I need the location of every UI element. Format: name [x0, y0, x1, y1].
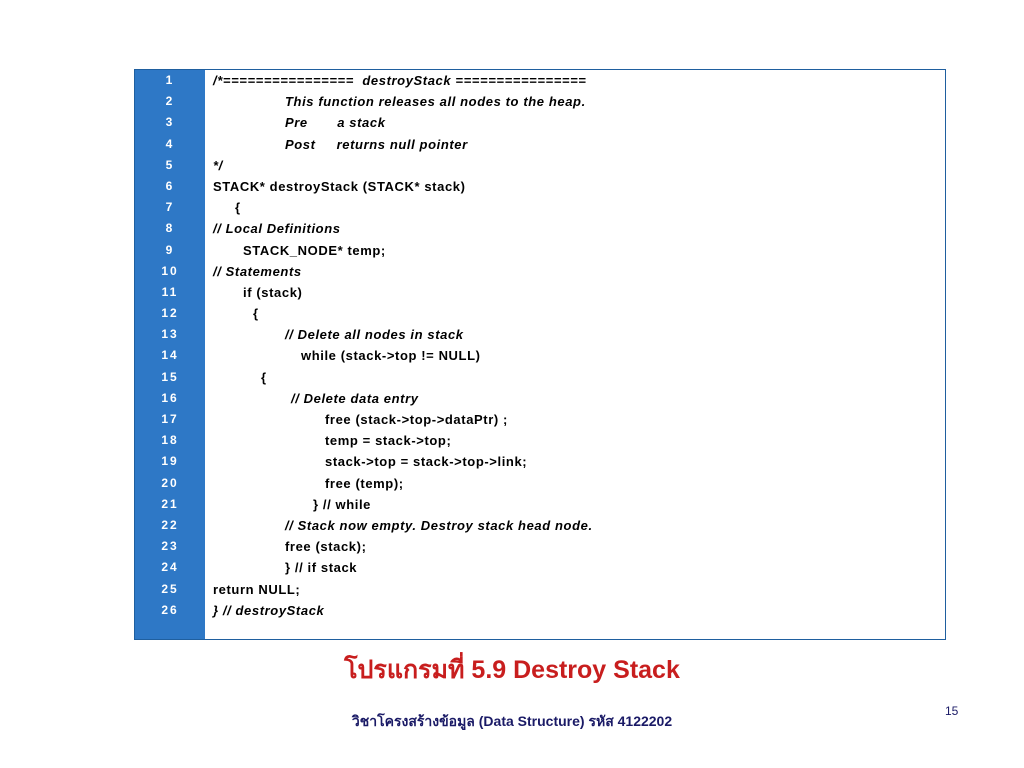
code-line: [135, 536, 945, 557]
code-line: [135, 70, 945, 91]
line-number: 17: [161, 412, 179, 426]
line-number: 9: [165, 242, 175, 257]
line-number: 20: [161, 475, 179, 490]
code-line: [135, 367, 945, 388]
code-text: {: [253, 306, 259, 322]
code-text: // Statements: [213, 263, 302, 279]
code-line: [135, 579, 945, 600]
code-text: // Delete data entry: [291, 390, 419, 406]
code-text: free (stack->top->dataPtr) ;: [325, 412, 508, 427]
line-number: 8: [165, 221, 175, 236]
code-line: [135, 388, 945, 409]
code-text: return NULL;: [213, 581, 301, 597]
page-number: 15: [945, 704, 959, 718]
code-line: [135, 155, 945, 176]
line-number: 23: [161, 539, 179, 554]
code-line: [135, 345, 945, 366]
code-text: STACK* destroyStack (STACK* stack): [213, 178, 466, 194]
code-text: /*================ destroyStack ================: [213, 73, 587, 88]
line-number: 15: [161, 369, 179, 384]
line-number: 14: [161, 348, 179, 363]
line-number: 26: [161, 602, 179, 617]
code-line: [135, 557, 945, 578]
code-text: */: [213, 157, 223, 173]
line-number: 5: [165, 157, 175, 172]
line-number: 2: [165, 94, 175, 109]
code-listing: [134, 69, 946, 640]
line-number: 22: [161, 517, 179, 532]
code-line: [135, 303, 945, 324]
code-text: free (stack);: [285, 539, 367, 555]
line-number: 21: [161, 496, 179, 511]
code-text: } // while: [313, 496, 372, 512]
line-number: 11: [161, 284, 179, 299]
code-line: [135, 176, 945, 197]
code-line: [135, 91, 945, 112]
line-number: 1: [165, 73, 175, 87]
code-line: [135, 430, 945, 451]
code-lines: [135, 70, 945, 621]
line-number: 25: [161, 581, 179, 596]
code-text: // Stack now empty. Destroy stack head node.: [285, 517, 593, 533]
code-text: temp = stack->top;: [325, 433, 452, 449]
line-number: 18: [161, 433, 179, 448]
line-number: 24: [161, 560, 179, 575]
code-text: while (stack->top != NULL): [301, 348, 481, 364]
code-text: {: [261, 369, 267, 385]
line-number: 6: [165, 178, 175, 193]
code-text: } // if stack: [285, 560, 358, 576]
code-line: [135, 218, 945, 239]
code-line: [135, 473, 945, 494]
code-line: [135, 451, 945, 472]
code-text: Pre a stack: [285, 115, 386, 131]
code-text: } // destroyStack: [213, 602, 325, 618]
line-number: 4: [165, 136, 175, 151]
line-number: 19: [161, 454, 179, 469]
code-line: [135, 324, 945, 345]
code-line: [135, 240, 945, 261]
code-line: [135, 134, 945, 155]
course-footer: วิชาโครงสร้างข้อมูล (Data Structure) รหัส 4122202: [351, 713, 673, 729]
line-number: 10: [161, 263, 179, 278]
code-line: [135, 494, 945, 515]
line-number: 7: [165, 200, 175, 215]
code-line: [135, 600, 945, 621]
code-text: // Local Definitions: [213, 221, 341, 237]
code-text: stack->top = stack->top->link;: [325, 454, 528, 470]
code-line: [135, 282, 945, 303]
code-text: Post returns null pointer: [285, 136, 468, 152]
line-number: 13: [161, 327, 179, 342]
line-number: 3: [165, 115, 175, 130]
code-line: [135, 515, 945, 536]
code-line: [135, 409, 945, 430]
line-number: 12: [161, 306, 179, 321]
code-line: [135, 261, 945, 282]
code-text: STACK_NODE* temp;: [243, 242, 386, 258]
figure-caption: โปรแกรมที่ 5.9 Destroy Stack: [344, 656, 680, 684]
code-text: This function releases all nodes to the heap.: [285, 94, 586, 110]
code-text: free (temp);: [325, 475, 404, 491]
code-line: [135, 112, 945, 133]
code-text: if (stack): [243, 284, 303, 300]
code-text: // Delete all nodes in stack: [285, 327, 464, 343]
code-text: {: [235, 200, 241, 216]
code-line: [135, 197, 945, 218]
line-number: 16: [161, 390, 179, 405]
